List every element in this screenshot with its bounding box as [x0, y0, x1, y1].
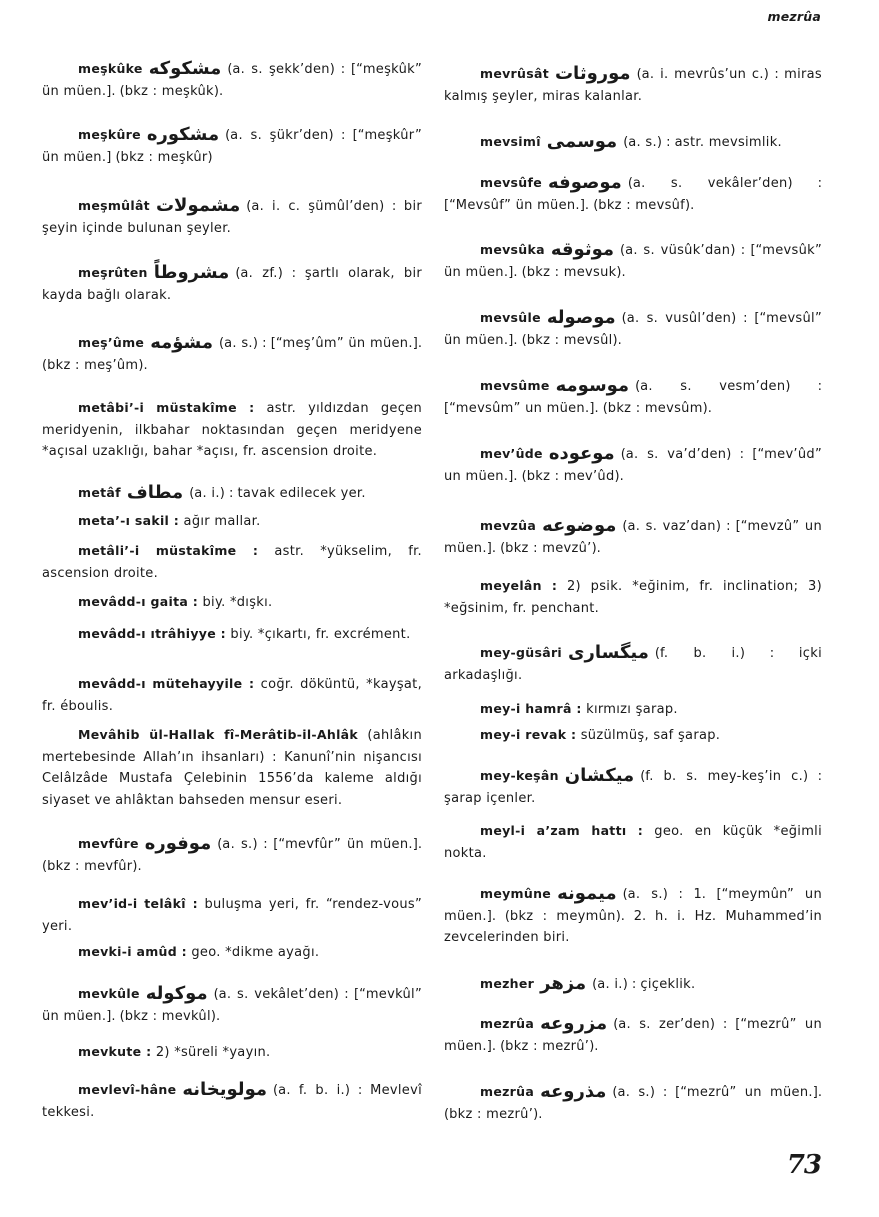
entry: mev’id-i telâkî : buluşma yeri, fr. “rendez-vous” yeri.: [42, 896, 422, 934]
entry: meşmûlât مشمولات (a. i. c. şümûl’den) : bir şeyin içinde bulunan şeyler.: [42, 195, 422, 236]
running-head: mezrûa: [767, 9, 821, 24]
entry: metâli’-i müstakîme : astr. *yükselim, fr. ascension droite.: [42, 543, 422, 581]
entry: mevki-i amûd : geo. *dikme ayağı.: [78, 944, 320, 960]
entry: meşrûten مشروطاً (a. zf.) : şartlı olarak, bir kayda bağlı olarak.: [42, 262, 422, 303]
entry: mev’ûde موعوده (a. s. va’d’den) : [“mev’ûd” un müen.]. (bkz : mev’ûd).: [444, 443, 822, 484]
entry: mey-güsâri ميگسارى (f. b. i.) : içki arkadaşlığı.: [444, 642, 822, 683]
entry: mey-i revak : süzülmüş, saf şarap.: [480, 727, 721, 743]
entry: metâf مطاف (a. i.) : tavak edilecek yer.: [78, 482, 366, 503]
entry: mevâdd-ı gaita : biy. *dışkı.: [78, 594, 273, 610]
entry: meşkûre مشكوره (a. s. şükr’den) : [“meşkûr” ün müen.] (bkz : meşkûr): [42, 124, 422, 165]
entry: mevlevî-hâne مولويخانه (a. f. b. i.) : Mevlevî tekkesi.: [42, 1079, 422, 1120]
entry: mezrûa مذروعه (a. s.) : [“mezrû” un müen.]. (bkz : mezrû’).: [444, 1081, 822, 1122]
entry: meymûne ميمونه (a. s.) : 1. [“meymûn” un müen.]. (bkz : meymûn). 2. h. i. Hz. Muhammed’in zevcelerinden biri.: [444, 883, 822, 945]
entry: mevrûsât موروثات (a. i. mevrûs’un c.) : miras kalmış şeyler, miras kalanlar.: [444, 63, 822, 104]
entry: metâbi’-i müstakîme : astr. yıldızdan geçen meridyenin, ilkbahar noktasından geçen meridyene *açısal uzaklığı, bahar *açısı, fr. ascension droite.: [42, 400, 423, 459]
entry: mevâdd-ı ıtrâhiyye : biy. *çıkartı, fr. excrément.: [78, 626, 411, 642]
entry: mevâdd-ı mütehayyile : coğr. döküntü, *kayşat, fr. éboulis.: [42, 676, 422, 714]
entry: mevsimî موسمى (a. s.) : astr. mevsimlik.: [480, 131, 782, 152]
entry: meyl-i a’zam hattı : geo. en küçük *eğimli nokta.: [444, 823, 822, 861]
entry: mevkute : 2) *süreli *yayın.: [78, 1044, 271, 1060]
entry: mezher مزهر (a. i.) : çiçeklik.: [480, 973, 696, 994]
entry: mevfûre موفوره (a. s.) : [“mevfûr” ün müen.]. (bkz : mevfûr).: [42, 833, 422, 874]
entry: mevzûa موضوعه (a. s. vaz’dan) : [“mevzû” un müen.]. (bkz : mevzû’).: [444, 515, 822, 556]
entry: mey-keşân ميكشان (f. b. s. mey-keş’in c.) : şarap içenler.: [444, 765, 822, 806]
entry: mevsûle موصوله (a. s. vusûl’den) : [“mevsûl” ün müen.]. (bkz : mevsûl).: [444, 307, 822, 348]
entry: mevsûka موثوقه (a. s. vüsûk’dan) : [“mevsûk” ün müen.]. (bkz : mevsuk).: [444, 239, 822, 280]
entry: Mevâhib ül-Hallak fî-Merâtib-il-Ahlâk (ahlâkın mertebesinde Allah’ın ihsanları) : Kanunî’nin nişancısı Celâlzâde Mustafa Çelebinin 1556’da kaleme aldığı siyaset ve ahlâktan bahseden mensur eseri.: [42, 727, 422, 808]
entry: meş’ûme مشؤمه (a. s.) : [“meş’ûm” ün müen.]. (bkz : meş’ûm).: [42, 332, 422, 373]
entry: meşkûke مشكوكه (a. s. şekk’den) : [“meşkûk” ün müen.]. (bkz : meşkûk).: [42, 58, 422, 99]
entry: mevsûme موسومه (a. s. vesm’den) : [“mevsûm” un müen.]. (bkz : mevsûm).: [444, 375, 822, 416]
entry: mezrûa مزروعه (a. s. zer’den) : [“mezrû” un müen.]. (bkz : mezrû’).: [444, 1013, 822, 1054]
entry: meyelân : 2) psik. *eğinim, fr. inclination; 3) *eğsinim, fr. penchant.: [444, 578, 822, 616]
entry: mevsûfe موصوفه (a. s. vekâler’den) : [“Mevsûf” ün müen.]. (bkz : mevsûf).: [444, 172, 822, 213]
entry: mevkûle موكوله (a. s. vekâlet’den) : [“mevkûl” ün müen.]. (bkz : mevkûl).: [42, 983, 422, 1024]
entry: mey-i hamrâ : kırmızı şarap.: [480, 701, 678, 717]
page-number: 73: [786, 1150, 821, 1180]
entry: meta’-ı sakil : ağır mallar.: [78, 513, 261, 529]
